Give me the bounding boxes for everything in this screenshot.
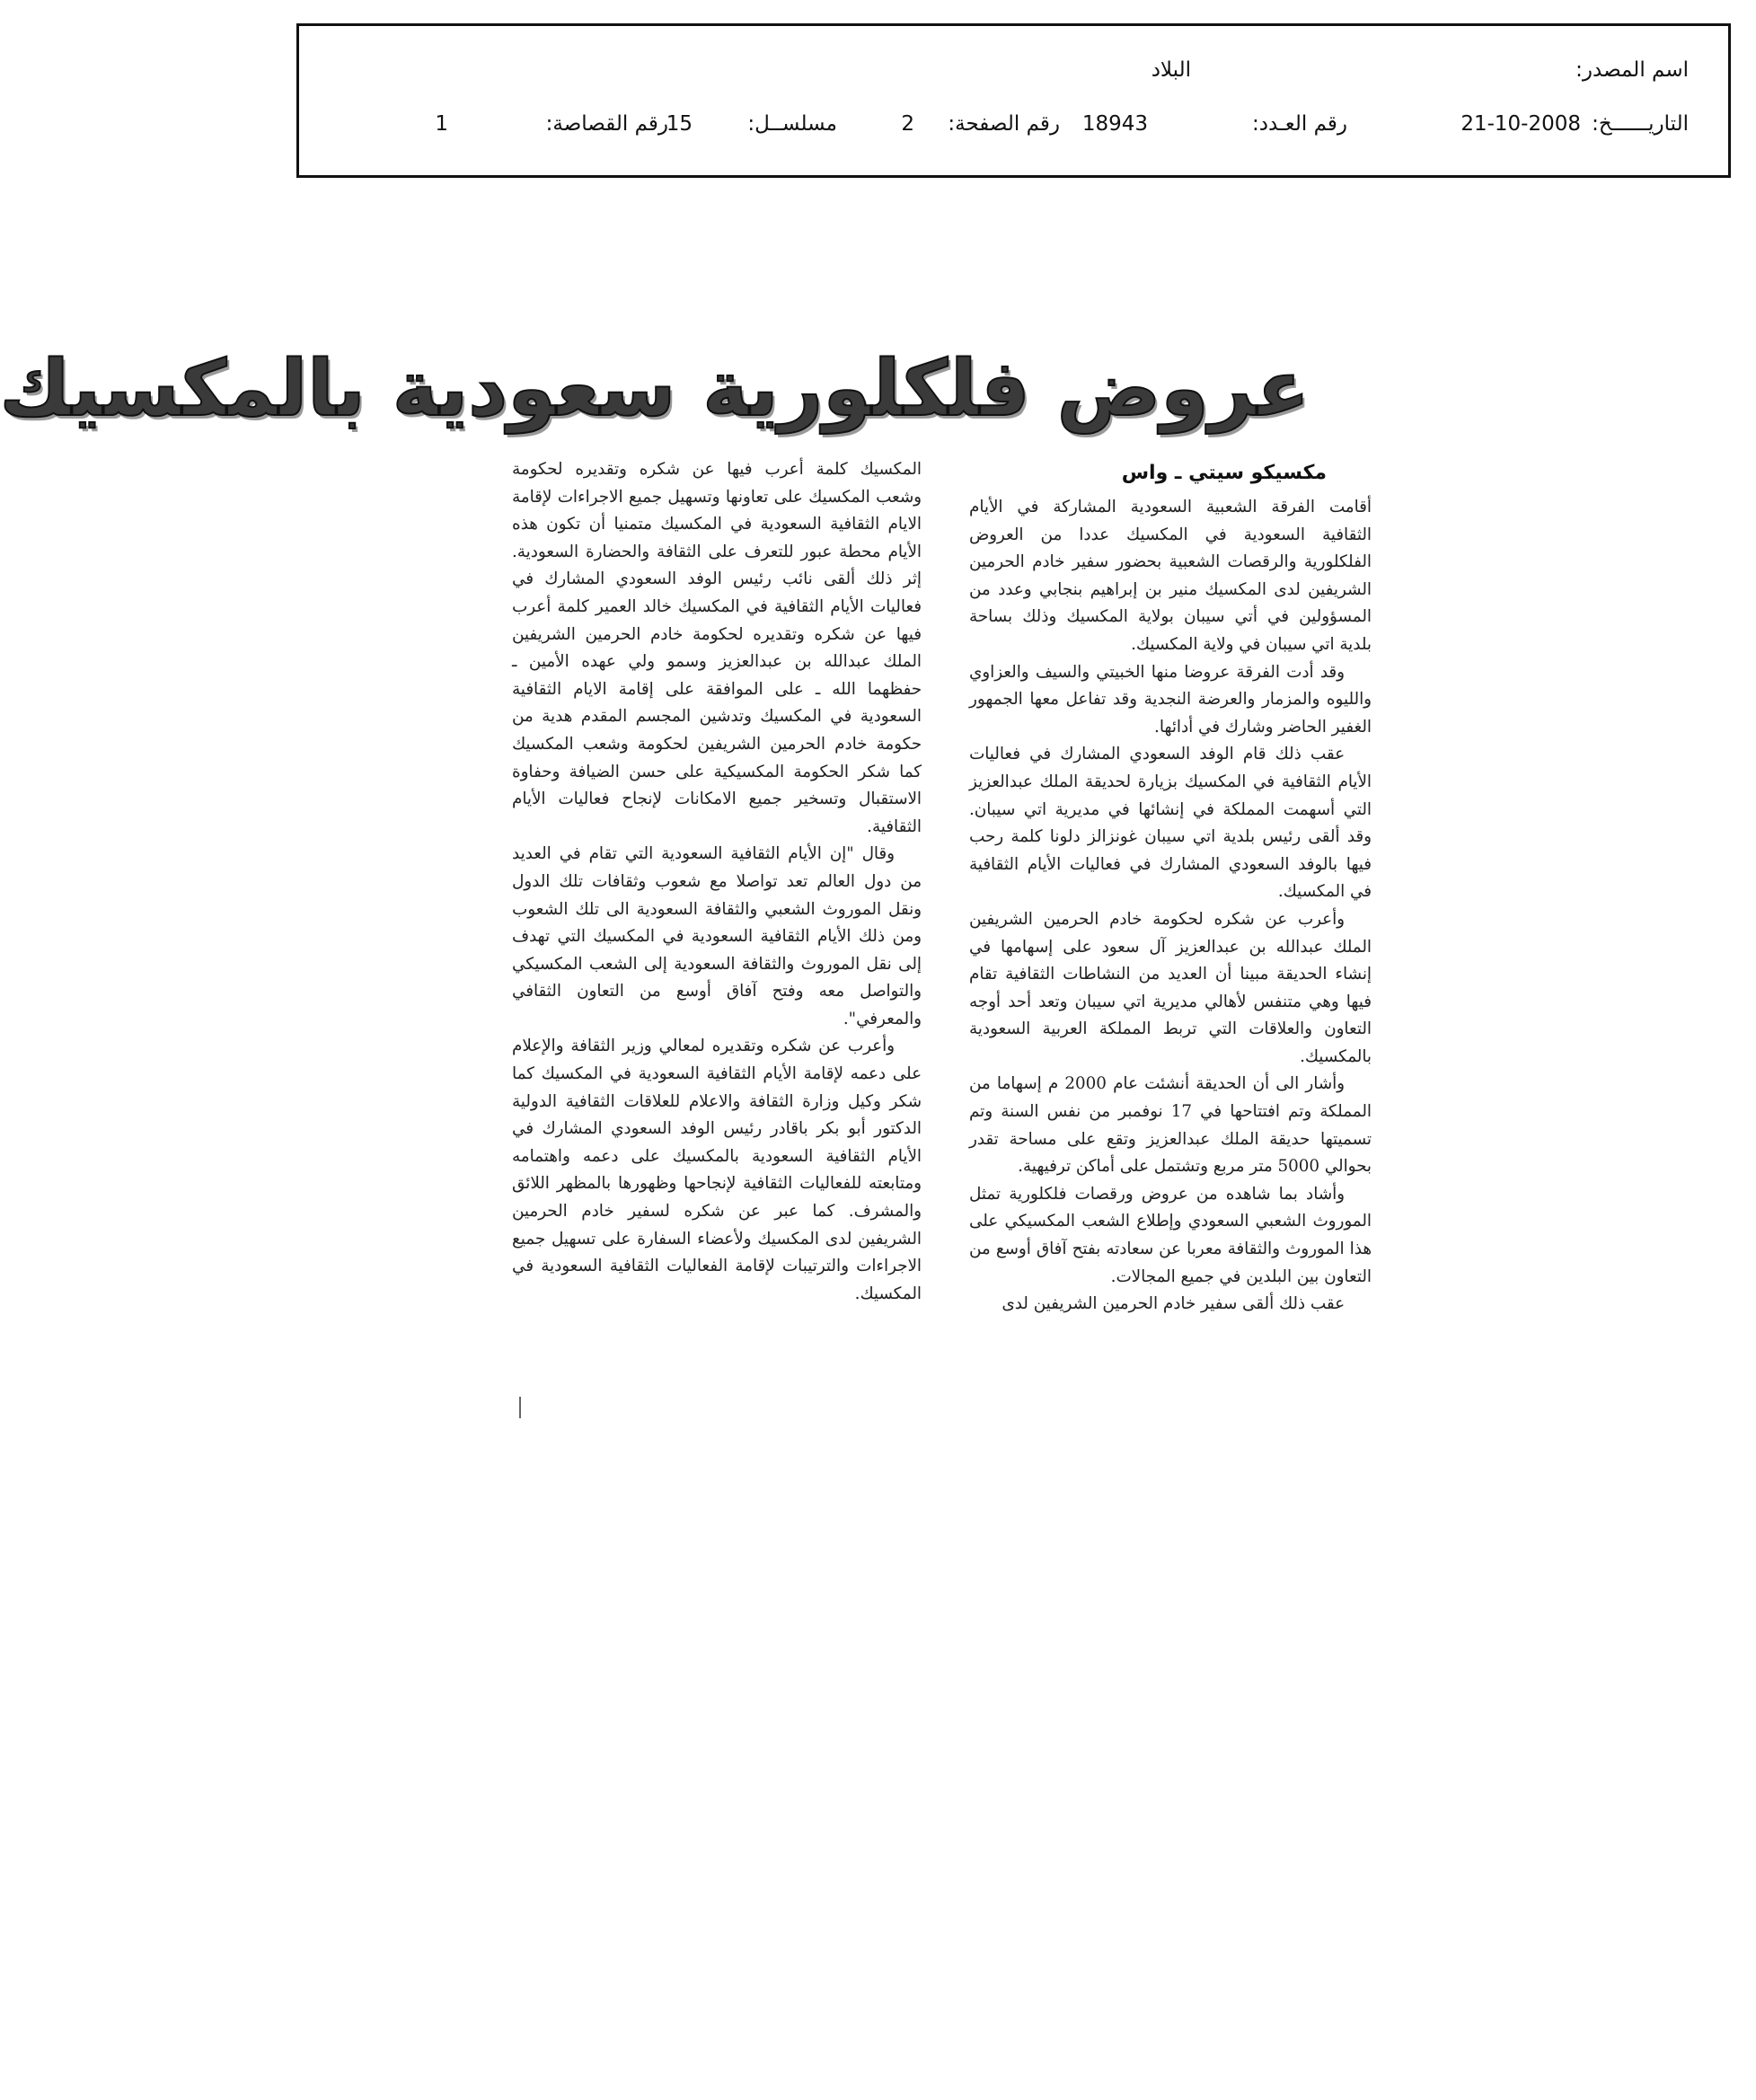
paragraph: وأشار الى أن الحديقة أنشئت عام 2000 م إسهاما من المملكة وتم افتتاحها في 17 نوفمبر من نفس السنة وتم تسميتها حديقة الملك عبدالعزيز وتقع على مساحة تقدر بحوالي 5000 متر مربع وتشتمل على أماكن ترفيهية.	[969, 1074, 1372, 1177]
paragraph: عقب ذلك ألقى سفير خادم الحرمين الشريفين لدى	[1002, 1294, 1345, 1314]
serial-label: مسلســل:	[747, 112, 837, 136]
paragraph: وأعرب عن شكره وتقديره لمعالي وزير الثقافة والإعلام على دعمه لإقامة الأيام الثقافية السعودية في المكسيك كما شكر وكيل وزارة الثقافة والاعلام للعلاقات الثقافية الدولية الدكتور أبو بكر باقادر رئيس الوفد السعودي المشارك في الأيام الثقافية السعودية بالمكسيك على دعمه واهتمامه ومتابعته للفعاليات الثقافية لإنجاحها وظهورها بالمظهر اللائق والمشرف. كما عبر عن شكره لسفير خادم الحرمين الشريفين لدى المكسيك ولأعضاء السفارة على تسهيل جميع الاجراءات والترتيبات لإقامة الفعاليات الثقافية السعودية في المكسيك.	[512, 1037, 922, 1303]
article-column-left	[512, 456, 922, 1413]
scan-mark	[519, 1397, 521, 1418]
article-headline: عروض فلكلورية سعودية بالمكسيك	[0, 344, 1310, 434]
paragraph: وقد أدت الفرقة عروضا منها الخبيتي والسيف والعزاوي والليوه والمزمار والعرضة النجدية وقد تفاعل معها الجمهور الغفير الحاضر وشارك في أدائها.	[969, 662, 1372, 737]
date-label: التاريــــــخ:	[1592, 112, 1689, 136]
paragraph: وأشاد بما شاهده من عروض ورقصات فلكلورية تمثل الموروث الشعبي السعودي وإطلاع الشعب المكسيكي على هذا الموروث والثقافة معربا عن سعادته بفتح آفاق أوسع من التعاون بين البلدين في جميع المجالات.	[969, 1184, 1372, 1286]
clipping-metadata-box	[296, 23, 1731, 178]
paragraph: وأعرب عن شكره لحكومة خادم الحرمين الشريفين الملك عبدالله بن عبدالعزيز آل سعود على إسهامها في إنشاء الحديقة مبينا أن العديد من النشاطات الثقافية تقام فيها وهي متنفس لأهالي مديرية اتي سيبان وتعد أحد أوجه التعاون والعلاقات التي تربط المملكة العربية السعودية بالمكسيك.	[969, 909, 1372, 1066]
clipping-number-label: رقم القصاصة:	[545, 112, 668, 136]
issue-number-label: رقم العـدد:	[1251, 112, 1347, 136]
serial-value: 15	[666, 112, 693, 136]
page-number-label: رقم الصفحة:	[948, 112, 1060, 136]
paragraph: أقامت الفرقة الشعبية السعودية المشاركة في الأيام الثقافية السعودية في المكسيك عددا من العروض الفلكلورية والرقصات الشعبية بحضور سفير خادم الحرمين الشريفين لدى المكسيك منير بن إبراهيم بنجابي وعدد من المسؤولين في أتي سيبان بولاية المكسيك وذلك بساحة بلدية اتي سيبان في ولاية المكسيك.	[969, 498, 1372, 654]
issue-number-value: 18943	[1081, 112, 1148, 136]
page-number-value: 2	[901, 112, 914, 136]
source-label: اسم المصدر:	[1575, 58, 1689, 82]
paragraph: المكسيك كلمة أعرب فيها عن شكره وتقديره لحكومة وشعب المكسيك على تعاونها وتسهيل جميع الاجراءات لإقامة الايام الثقافية السعودية في المكسيك متمنيا أن تكون هذه الأيام محطة عبور للتعرف على الثقافة والحضارة السعودية. إثر ذلك ألقى نائب رئيس الوفد السعودي المشارك في فعاليات الأيام الثقافية في المكسيك خالد العمير كلمة أعرب فيها عن شكره وتقديره لحكومة خادم الحرمين الشريفين الملك عبدالله بن عبدالعزيز وسمو ولي عهده الأمين ـ حفظهما الله ـ على الموافقة على إقامة الايام الثقافية السعودية في المكسيك وتدشين المجسم المقدم هدية من حكومة خادم الحرمين الشريفين لحكومة وشعب المكسيك كما شكر الحكومة المكسيكية على حسن الضيافة وحفاوة الاستقبال وتسخير جميع الامكانات لإنجاح فعاليات الأيام الثقافية.	[512, 460, 922, 836]
article-column-right	[969, 494, 1372, 1446]
source-value: البلاد	[1151, 58, 1191, 82]
paragraph: وقال "إن الأيام الثقافية السعودية التي تقام في العديد من دول العالم تعد تواصلا مع شعوب وثقافات تلك الدول ونقل الموروث الشعبي والثقافة السعودية الى تلك الشعوب ومن ذلك الأيام الثقافية السعودية في المكسيك التي تهدف إلى نقل الموروث والثقافة السعودية إلى الشعب المكسيكي والتواصل معه وفتح آفاق أوسع من التعاون الثقافي والمعرفي".	[512, 844, 922, 1028]
date-value: 21-10-2008	[1460, 112, 1581, 136]
article-byline: مكسيكو سيتي ـ واس	[1121, 462, 1327, 484]
paragraph: عقب ذلك قام الوفد السعودي المشارك في فعاليات الأيام الثقافية في المكسيك بزيارة لحديقة الملك عبدالعزيز التي أسهمت المملكة في إنشائها في مديرية اتي سيبان. وقد ألقى رئيس بلدية اتي سيبان غونزالز دلونا كلمة رحب فيها بالوفد السعودي المشارك في فعاليات الأيام الثقافية في المكسيك.	[969, 745, 1372, 902]
clipping-number-value: 1	[435, 112, 448, 136]
